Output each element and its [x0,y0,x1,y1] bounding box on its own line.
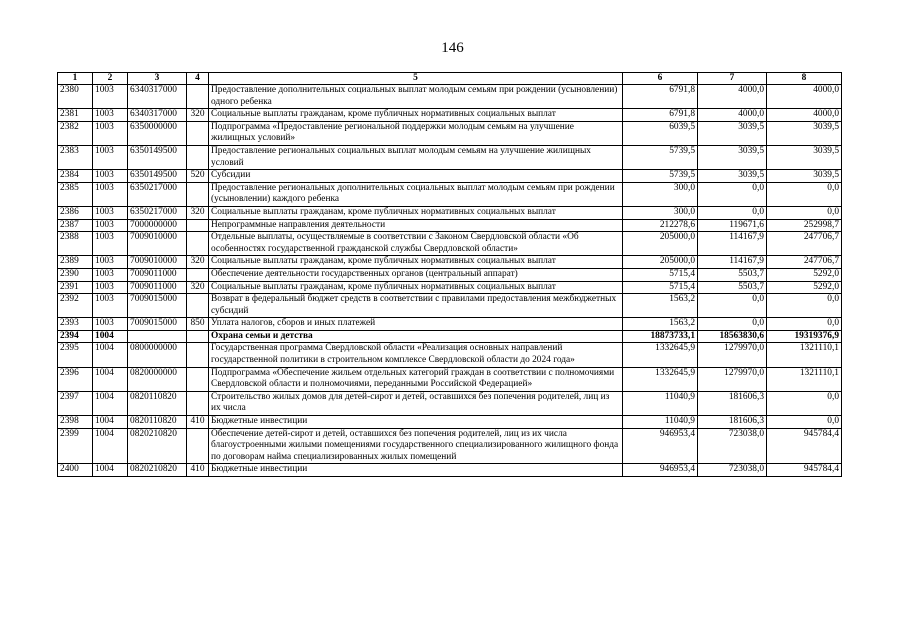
target-code-cell: 7009015000 [128,294,187,318]
item-name-cell: Охрана семьи и детства [209,330,623,343]
section-code-cell: 1004 [93,391,128,415]
target-code-cell: 0800000000 [128,343,187,367]
amount-col8-cell: 3039,5 [767,121,842,145]
table-row [58,256,842,269]
amount-col6-cell: 11040,9 [623,416,698,429]
amount-col8-cell: 1321110,1 [767,367,842,391]
section-code-cell: 1003 [93,145,128,169]
item-name-cell: Бюджетные инвестиции [209,464,623,477]
amount-col7-cell: 1279970,0 [698,343,767,367]
target-code-cell: 6350217000 [128,182,187,206]
target-code-cell: 6350149500 [128,145,187,169]
expense-type-cell: 410 [187,416,209,429]
amount-col7-cell: 181606,3 [698,391,767,415]
item-name-cell: Подпрограмма «Обеспечение жильем отдельных категорий граждан в соответствии с полномочиями Свердловской области и полномочиями, переданными Российской Федерацией» [209,367,623,391]
item-name-cell: Предоставление дополнительных социальных выплат молодым семьям при рождении (усыновлении) одного ребенка [209,85,623,109]
row-number-cell: 2386 [58,206,93,219]
section-code-cell: 1003 [93,182,128,206]
section-code-cell: 1003 [93,170,128,183]
table-row [58,268,842,281]
row-number-cell: 2399 [58,428,93,464]
header-cell: 3 [128,73,187,85]
expense-type-cell [187,330,209,343]
section-code-cell: 1004 [93,330,128,343]
expense-type-cell [187,367,209,391]
target-code-cell: 0820210820 [128,428,187,464]
row-number-cell: 2391 [58,281,93,294]
row-number-cell: 2392 [58,294,93,318]
amount-col6-cell: 1332645,9 [623,343,698,367]
table-body [58,85,842,477]
expense-type-cell: 850 [187,318,209,331]
target-code-cell: 0820110820 [128,416,187,429]
expense-type-cell [187,219,209,232]
table-row [58,318,842,331]
header-cell: 8 [767,73,842,85]
amount-col6-cell: 6039,5 [623,121,698,145]
amount-col8-cell: 247706,7 [767,256,842,269]
expense-type-cell [187,428,209,464]
amount-col8-cell: 19319376,9 [767,330,842,343]
section-code-cell: 1003 [93,318,128,331]
section-code-cell: 1004 [93,464,128,477]
table-row [58,206,842,219]
target-code-cell [128,330,187,343]
row-number-cell: 2395 [58,343,93,367]
amount-col8-cell: 0,0 [767,294,842,318]
amount-col6-cell: 300,0 [623,206,698,219]
amount-col8-cell: 4000,0 [767,85,842,109]
item-name-cell: Обеспечение детей-сирот и детей, оставшихся без попечения родителей, лиц из их числа благоустроенными жилыми помещениями государственного специализированного жилищного фонда по договорам найма специализированных жилых помещений [209,428,623,464]
amount-col8-cell: 3039,5 [767,145,842,169]
amount-col6-cell: 212278,6 [623,219,698,232]
row-number-cell: 2390 [58,268,93,281]
row-number-cell: 2389 [58,256,93,269]
page-number: 146 [441,40,464,56]
target-code-cell: 7009010000 [128,256,187,269]
amount-col8-cell: 5292,0 [767,281,842,294]
amount-col7-cell: 114167,9 [698,256,767,269]
amount-col6-cell: 18873733,1 [623,330,698,343]
row-number-cell: 2396 [58,367,93,391]
item-name-cell: Государственная программа Свердловской области «Реализация основных направлений государственной политики в строительном комплексе Свердловской области до 2024 года» [209,343,623,367]
amount-col8-cell: 5292,0 [767,268,842,281]
expense-type-cell: 320 [187,206,209,219]
table-row [58,121,842,145]
row-number-cell: 2383 [58,145,93,169]
section-code-cell: 1003 [93,256,128,269]
amount-col6-cell: 6791,8 [623,109,698,122]
item-name-cell: Предоставление региональных дополнительных социальных выплат молодым семьям при рождении (усыновлении) каждого ребенка [209,182,623,206]
expense-type-cell: 320 [187,256,209,269]
table-row [58,294,842,318]
amount-col7-cell: 0,0 [698,294,767,318]
amount-col6-cell: 205000,0 [623,256,698,269]
table-row [58,416,842,429]
amount-col6-cell: 946953,4 [623,428,698,464]
section-code-cell: 1004 [93,428,128,464]
amount-col8-cell: 0,0 [767,318,842,331]
amount-col6-cell: 1332645,9 [623,367,698,391]
amount-col7-cell: 4000,0 [698,109,767,122]
expense-type-cell: 320 [187,281,209,294]
amount-col6-cell: 5715,4 [623,268,698,281]
row-number-cell: 2380 [58,85,93,109]
item-name-cell: Непрограммные направления деятельности [209,219,623,232]
amount-col6-cell: 5739,5 [623,170,698,183]
table-row [58,428,842,464]
item-name-cell: Возврат в федеральный бюджет средств в соответствии с правилами предоставления межбюджетных субсидий [209,294,623,318]
target-code-cell: 6350217000 [128,206,187,219]
amount-col7-cell: 3039,5 [698,170,767,183]
amount-col6-cell: 300,0 [623,182,698,206]
amount-col8-cell: 252998,7 [767,219,842,232]
amount-col6-cell: 1563,2 [623,294,698,318]
header-cell: 7 [698,73,767,85]
table-row [58,367,842,391]
row-number-cell: 2393 [58,318,93,331]
amount-col6-cell: 11040,9 [623,391,698,415]
target-code-cell: 6340317000 [128,109,187,122]
amount-col7-cell: 119671,6 [698,219,767,232]
amount-col8-cell: 945784,4 [767,428,842,464]
row-number-cell: 2398 [58,416,93,429]
table-row [58,391,842,415]
row-number-cell: 2382 [58,121,93,145]
item-name-cell: Социальные выплаты гражданам, кроме публичных нормативных социальных выплат [209,206,623,219]
header-cell: 6 [623,73,698,85]
target-code-cell: 7009015000 [128,318,187,331]
expense-type-cell: 520 [187,170,209,183]
amount-col6-cell: 5739,5 [623,145,698,169]
expense-type-cell [187,121,209,145]
item-name-cell: Предоставление региональных социальных выплат молодым семьям на улучшение жилищных условий [209,145,623,169]
row-number-cell: 2394 [58,330,93,343]
section-code-cell: 1003 [93,121,128,145]
item-name-cell: Подпрограмма «Предоставление региональной поддержки молодым семьям на улучшение жилищных условий» [209,121,623,145]
table-row [58,109,842,122]
section-code-cell: 1003 [93,109,128,122]
target-code-cell: 7009011000 [128,281,187,294]
item-name-cell: Социальные выплаты гражданам, кроме публичных нормативных социальных выплат [209,256,623,269]
item-name-cell: Социальные выплаты гражданам, кроме публичных нормативных социальных выплат [209,281,623,294]
row-number-cell: 2387 [58,219,93,232]
table-row [58,170,842,183]
item-name-cell: Отдельные выплаты, осуществляемые в соответствии с Законом Свердловской области «Об особенностях государственной гражданской службы Свердловской области» [209,232,623,256]
amount-col8-cell: 945784,4 [767,464,842,477]
header-cell: 1 [58,73,93,85]
expense-type-cell: 410 [187,464,209,477]
amount-col7-cell: 0,0 [698,206,767,219]
section-code-cell: 1003 [93,281,128,294]
expense-type-cell [187,145,209,169]
amount-col7-cell: 0,0 [698,182,767,206]
amount-col8-cell: 3039,5 [767,170,842,183]
amount-col6-cell: 6791,8 [623,85,698,109]
section-code-cell: 1004 [93,367,128,391]
amount-col8-cell: 4000,0 [767,109,842,122]
expense-type-cell [187,391,209,415]
table-row [58,464,842,477]
table-row [58,182,842,206]
target-code-cell: 0820000000 [128,367,187,391]
row-number-cell: 2388 [58,232,93,256]
amount-col7-cell: 5503,7 [698,268,767,281]
target-code-cell: 6340317000 [128,85,187,109]
table-row [58,219,842,232]
expense-type-cell [187,294,209,318]
target-code-cell: 7009011000 [128,268,187,281]
header-cell: 2 [93,73,128,85]
row-number-cell: 2384 [58,170,93,183]
amount-col7-cell: 1279970,0 [698,367,767,391]
header-cell: 5 [209,73,623,85]
expense-type-cell [187,85,209,109]
section-code-cell: 1003 [93,232,128,256]
amount-col7-cell: 3039,5 [698,121,767,145]
section-code-cell: 1004 [93,416,128,429]
header-cell: 4 [187,73,209,85]
expense-type-cell [187,343,209,367]
target-code-cell: 6350149500 [128,170,187,183]
amount-col7-cell: 4000,0 [698,85,767,109]
section-code-cell: 1003 [93,206,128,219]
amount-col8-cell: 0,0 [767,391,842,415]
budget-table [57,72,842,477]
row-number-cell: 2385 [58,182,93,206]
item-name-cell: Социальные выплаты гражданам, кроме публичных нормативных социальных выплат [209,109,623,122]
section-code-cell: 1003 [93,294,128,318]
amount-col7-cell: 5503,7 [698,281,767,294]
amount-col8-cell: 0,0 [767,206,842,219]
row-number-cell: 2397 [58,391,93,415]
expense-type-cell [187,268,209,281]
section-code-cell: 1003 [93,219,128,232]
table-row [58,281,842,294]
table-row [58,145,842,169]
section-code-cell: 1004 [93,343,128,367]
amount-col7-cell: 723038,0 [698,428,767,464]
amount-col7-cell: 723038,0 [698,464,767,477]
target-code-cell: 6350000000 [128,121,187,145]
table-row [58,330,842,343]
row-number-cell: 2381 [58,109,93,122]
amount-col7-cell: 0,0 [698,318,767,331]
expense-type-cell [187,182,209,206]
amount-col7-cell: 114167,9 [698,232,767,256]
row-number-cell: 2400 [58,464,93,477]
target-code-cell: 7000000000 [128,219,187,232]
expense-type-cell: 320 [187,109,209,122]
amount-col8-cell: 0,0 [767,416,842,429]
table-row [58,85,842,109]
section-code-cell: 1003 [93,268,128,281]
item-name-cell: Строительство жилых домов для детей-сирот и детей, оставшихся без попечения родителей, лиц из их числа [209,391,623,415]
amount-col7-cell: 3039,5 [698,145,767,169]
item-name-cell: Уплата налогов, сборов и иных платежей [209,318,623,331]
section-code-cell: 1003 [93,85,128,109]
table-row [58,343,842,367]
target-code-cell: 0820210820 [128,464,187,477]
amount-col8-cell: 1321110,1 [767,343,842,367]
expense-type-cell [187,232,209,256]
amount-col7-cell: 18563830,6 [698,330,767,343]
amount-col7-cell: 181606,3 [698,416,767,429]
table-row [58,232,842,256]
item-name-cell: Бюджетные инвестиции [209,416,623,429]
item-name-cell: Субсидии [209,170,623,183]
amount-col6-cell: 205000,0 [623,232,698,256]
amount-col8-cell: 0,0 [767,182,842,206]
amount-col8-cell: 247706,7 [767,232,842,256]
amount-col6-cell: 946953,4 [623,464,698,477]
target-code-cell: 7009010000 [128,232,187,256]
target-code-cell: 0820110820 [128,391,187,415]
amount-col6-cell: 1563,2 [623,318,698,331]
amount-col6-cell: 5715,4 [623,281,698,294]
item-name-cell: Обеспечение деятельности государственных органов (центральный аппарат) [209,268,623,281]
header-row [58,73,842,85]
